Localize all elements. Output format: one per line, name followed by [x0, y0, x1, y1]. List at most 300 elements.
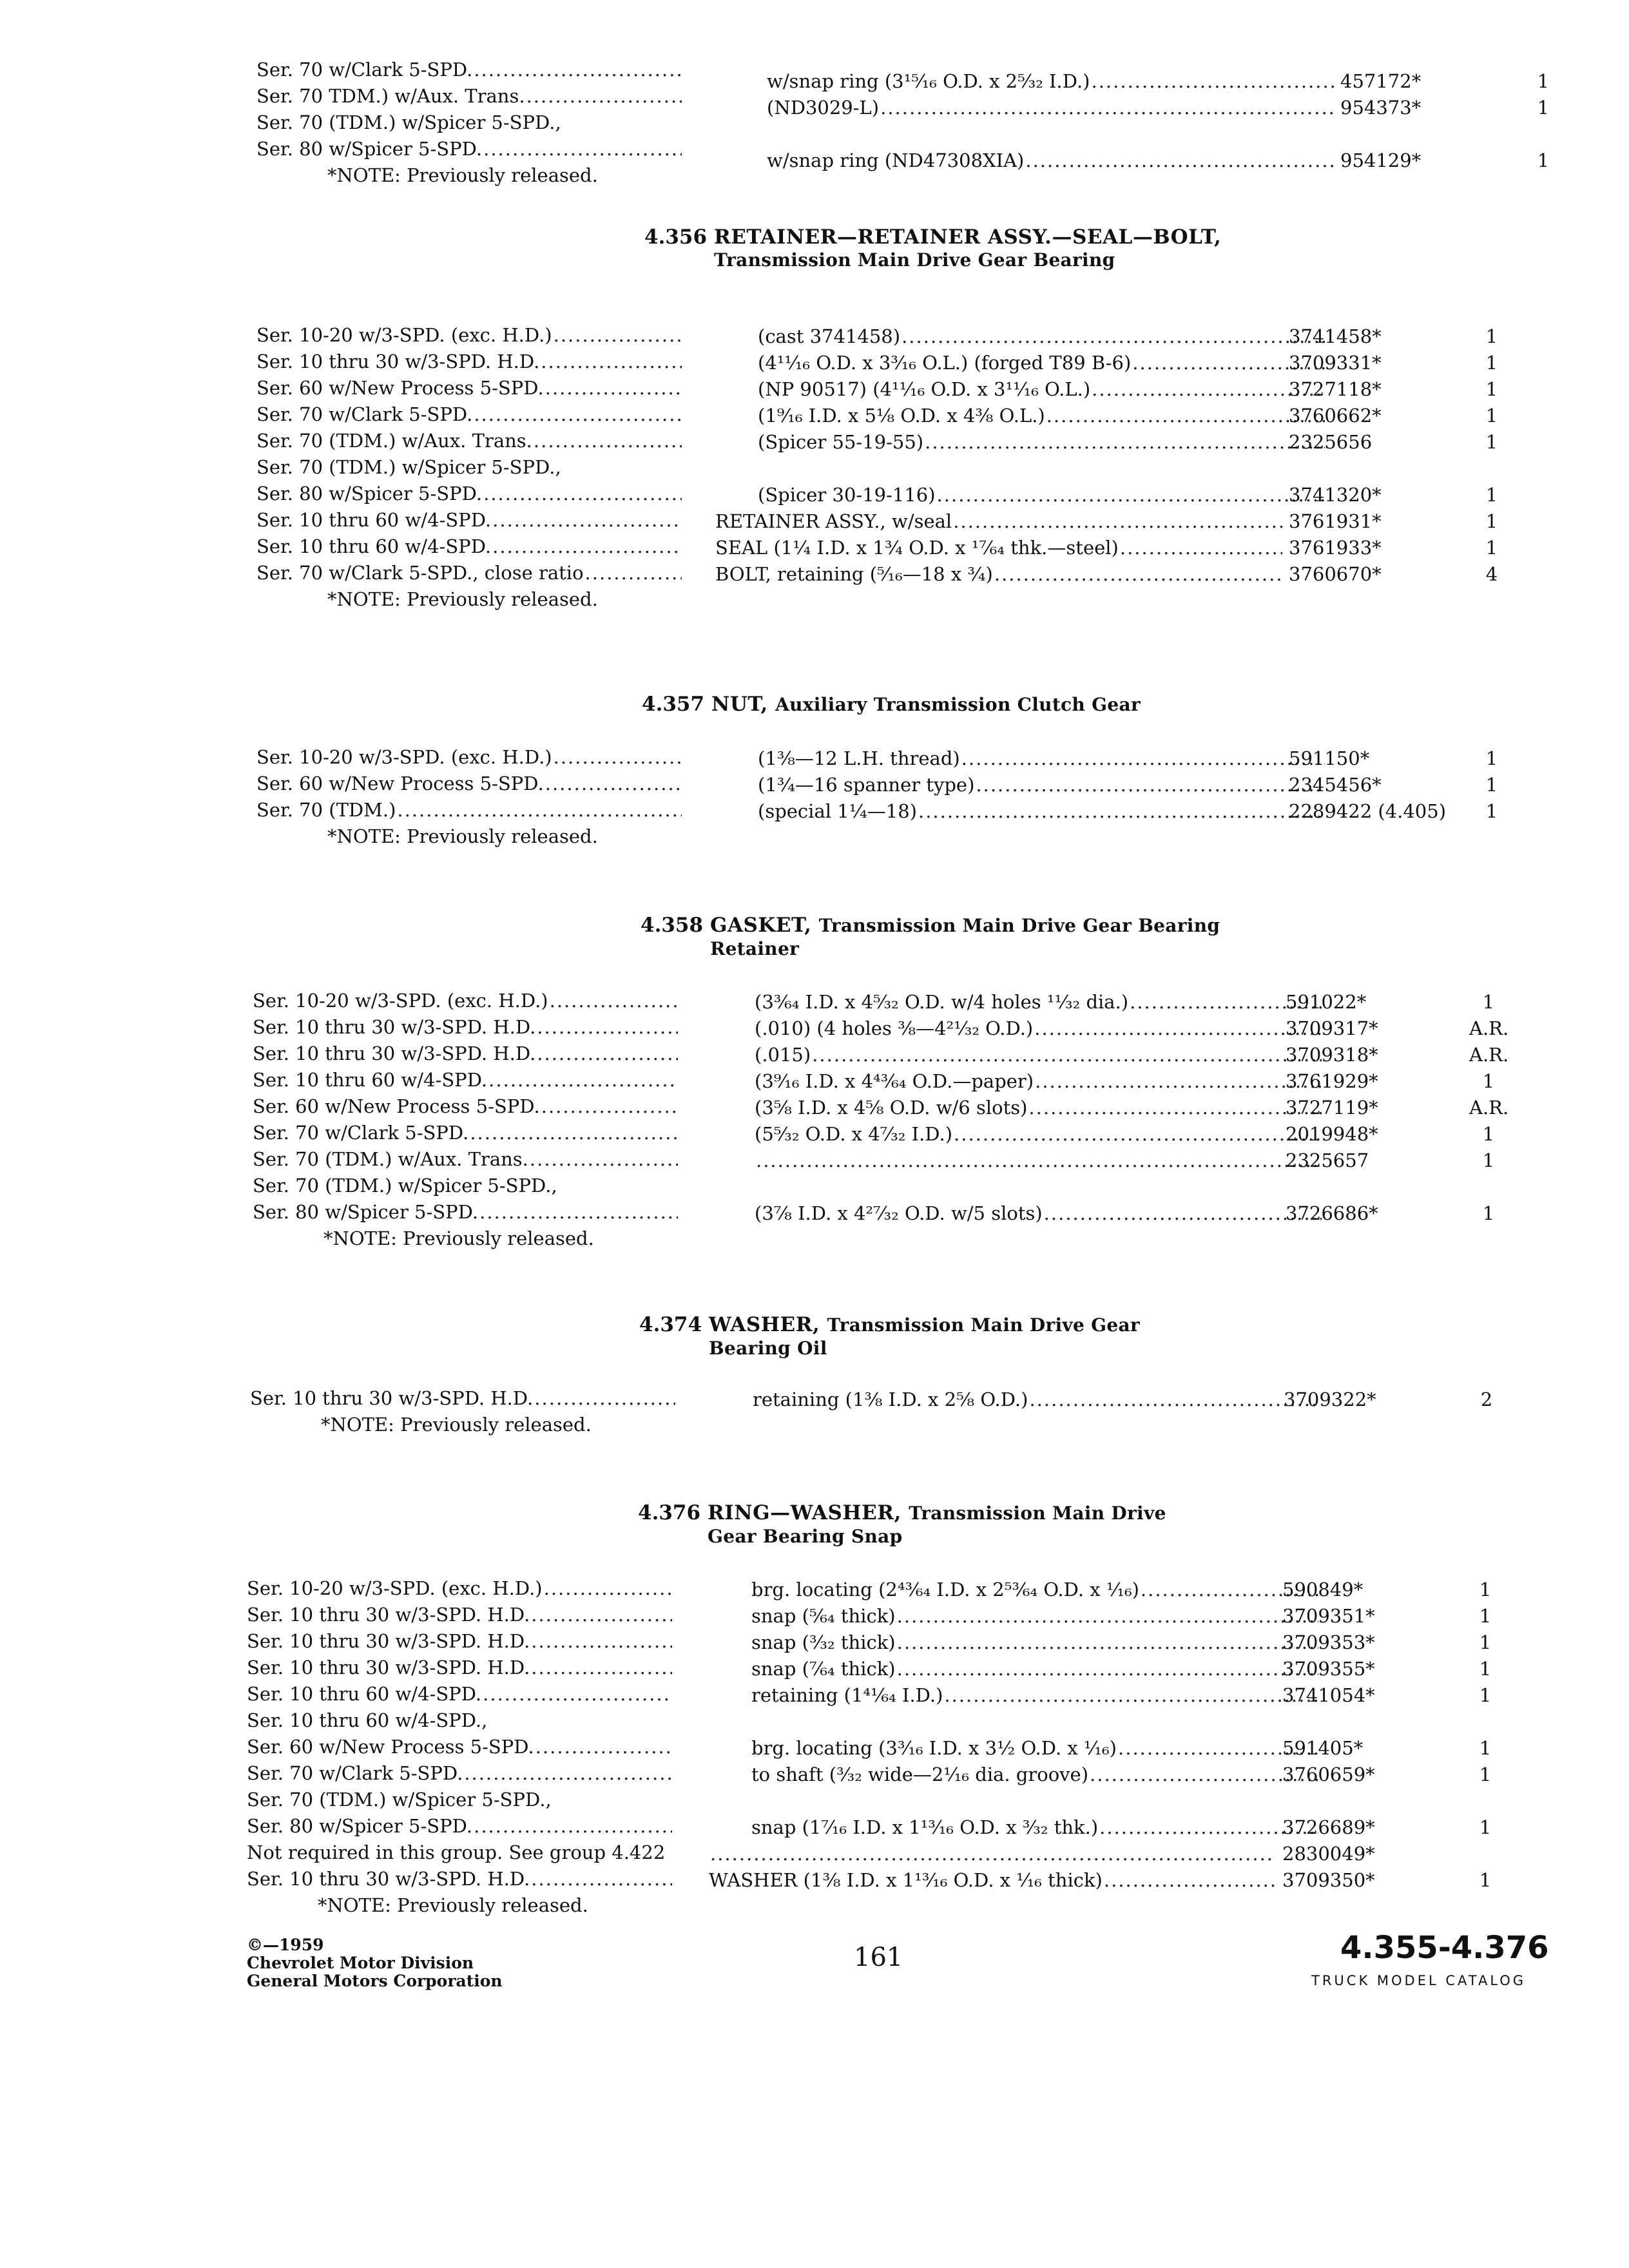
- dot-leader: [554, 744, 682, 771]
- description-text: (1³⁄₈—12 L.H. thread): [758, 747, 960, 769]
- dot-leader: [535, 1734, 672, 1760]
- dot-leader: [537, 1014, 678, 1041]
- quantity: 1: [1482, 1202, 1495, 1224]
- part-number: 3709322*: [1284, 1389, 1376, 1410]
- applicability-row: [256, 744, 682, 771]
- quantity: 1: [1479, 1684, 1492, 1706]
- applicability-row: [256, 454, 682, 481]
- applicability-text: Ser. 60 w/New Process 5-SPD.: [247, 1736, 534, 1758]
- applicability-row: [247, 1734, 672, 1760]
- note: *NOTE: Previously released.: [321, 1414, 592, 1436]
- description-text: w/snap ring (3¹⁵⁄₁₆ O.D. x 2⁵⁄₃₂ I.D.): [767, 70, 1090, 92]
- dot-leader: [492, 533, 682, 560]
- dot-leader: [918, 798, 1325, 825]
- dot-leader: [483, 136, 682, 162]
- description-text: (4¹¹⁄₁₆ O.D. x 3³⁄₁₆ O.L.) (forged T89 B-6): [758, 352, 1132, 374]
- dot-leader: [545, 375, 682, 401]
- dot-leader: [483, 481, 682, 507]
- top-left-list: [256, 57, 682, 189]
- applicability-text: Ser. 10 thru 30 w/3-SPD. H.D.: [247, 1604, 530, 1626]
- dot-leader: [897, 1629, 1318, 1656]
- part-number: 591150*: [1289, 747, 1370, 769]
- description-text: snap (⁷⁄₆₄ thick): [751, 1658, 896, 1680]
- quantity: 1: [1479, 1869, 1492, 1891]
- description-text: (Spicer 55-19-55): [758, 431, 924, 453]
- part-description: [715, 561, 1282, 588]
- copyright: ©—1959: [247, 1936, 324, 1954]
- part-number: 3709318*: [1286, 1044, 1378, 1066]
- dot-leader: [937, 482, 1325, 508]
- applicability-list: [250, 1385, 675, 1438]
- applicability-row: [256, 375, 682, 401]
- applicability-row: [247, 1602, 672, 1628]
- part-number: 590849*: [1282, 1579, 1364, 1600]
- part-description: [767, 148, 1334, 174]
- applicability-row: [256, 110, 682, 136]
- applicability-row: [256, 533, 682, 560]
- applicability-row: [247, 1575, 672, 1602]
- dot-leader: [474, 57, 682, 83]
- quantity: 1: [1485, 325, 1498, 347]
- note: *NOTE: Previously released.: [327, 588, 598, 610]
- applicability-text: Ser. 10 thru 30 w/3-SPD. H.D.: [250, 1387, 534, 1409]
- part-number: 3760659*: [1282, 1763, 1375, 1785]
- dot-leader: [397, 797, 682, 823]
- applicability-row: [253, 1146, 678, 1173]
- applicability-row: [253, 1173, 678, 1199]
- dot-leader: [1028, 1095, 1322, 1121]
- part-number: 457172*: [1340, 70, 1422, 92]
- part-number: 3727119*: [1286, 1097, 1378, 1119]
- applicability-list: [256, 322, 682, 613]
- part-description: [709, 1867, 1276, 1894]
- quantity: 1: [1485, 774, 1498, 796]
- applicability-row: [253, 1067, 678, 1093]
- quantity: 1: [1485, 510, 1498, 532]
- applicability-text: Ser. 70 w/Clark 5-SPD.: [253, 1122, 469, 1144]
- part-description: [709, 1603, 1318, 1629]
- quantity: 4: [1485, 563, 1498, 585]
- part-number: 954129*: [1340, 149, 1422, 171]
- quantity: 1: [1485, 537, 1498, 559]
- applicability-row: [256, 797, 682, 823]
- quantity: 2: [1480, 1389, 1493, 1410]
- description-text: (3⁹⁄₁₆ I.D. x 4⁴³⁄₆₄ O.D.—paper): [755, 1070, 1034, 1092]
- part-description: [712, 989, 1322, 1015]
- description-text: (Spicer 30-19-116): [758, 484, 936, 506]
- applicability-row: [256, 57, 682, 83]
- part-description: [709, 1577, 1318, 1603]
- group-title-sub2: Bearing Oil: [709, 1338, 827, 1359]
- applicability-text: Ser. 70 w/Clark 5-SPD.: [247, 1762, 463, 1784]
- dot-leader: [541, 349, 682, 375]
- part-description: [709, 1841, 1276, 1867]
- dot-leader: [526, 83, 682, 110]
- applicability-text: Ser. 10 thru 60 w/4-SPD.: [256, 509, 492, 531]
- note: *NOTE: Previously released.: [318, 1894, 588, 1916]
- part-description: [712, 1068, 1322, 1095]
- dot-leader: [531, 1655, 672, 1681]
- page-number: 161: [854, 1943, 903, 1972]
- applicability-row: [247, 1655, 672, 1681]
- applicability-text: Ser. 70 (TDM.) w/Aux. Trans.: [256, 430, 532, 452]
- part-description: [767, 95, 1334, 121]
- dot-leader: [544, 1575, 672, 1602]
- quantity: 1: [1479, 1763, 1492, 1785]
- part-description: [712, 1042, 1322, 1068]
- quantity: A.R.: [1469, 1097, 1509, 1119]
- applicability-row: [247, 1760, 672, 1787]
- quantity: 1: [1482, 991, 1495, 1013]
- description-text: brg. locating (3³⁄₁₆ I.D. x 3¹⁄₂ O.D. x ¹⁄₁₆): [751, 1737, 1117, 1759]
- quantity: 1: [1479, 1605, 1492, 1627]
- dot-leader: [1029, 1387, 1320, 1413]
- part-number: 2289422 (4.405): [1289, 800, 1447, 822]
- dot-leader: [585, 560, 682, 586]
- note: *NOTE: Previously released.: [327, 825, 598, 847]
- part-description: [715, 745, 1325, 772]
- quantity: 1: [1479, 1737, 1492, 1759]
- quantity: 1: [1482, 1123, 1495, 1145]
- dot-leader: [545, 771, 682, 797]
- applicability-list: [247, 1575, 672, 1919]
- division: Chevrolet Motor Division: [247, 1954, 474, 1972]
- part-number: 2325656: [1289, 431, 1373, 453]
- part-number: 591022*: [1286, 991, 1367, 1013]
- part-description: [767, 68, 1334, 95]
- dot-leader: [530, 1146, 678, 1173]
- description-text: (.010) (4 holes ³⁄₈—4²¹⁄₃₂ O.D.): [755, 1017, 1034, 1039]
- dot-leader: [470, 1120, 678, 1146]
- applicability-text: Ser. 70 TDM.) w/Aux. Trans.: [256, 85, 525, 107]
- applicability-row: [247, 1813, 672, 1840]
- applicability-text: Ser. 10-20 w/3-SPD. (exc. H.D.): [247, 1577, 543, 1599]
- group-title-line: [709, 1313, 1140, 1337]
- dot-leader: [897, 1656, 1318, 1682]
- applicability-text: Ser. 80 w/Spicer 5-SPD.: [256, 483, 483, 505]
- description-text: (3⁷⁄₈ I.D. x 4²⁷⁄₃₂ O.D. w/5 slots): [755, 1202, 1043, 1224]
- dot-leader: [976, 772, 1325, 798]
- group-title: [708, 1501, 1166, 1548]
- dot-leader: [1091, 68, 1334, 95]
- part-description: [715, 323, 1325, 350]
- part-description: [712, 1148, 1322, 1174]
- description-text: (3³⁄₆₄ I.D. x 4⁵⁄₃₂ O.D. w/4 holes ¹¹⁄₃₂ dia.): [755, 991, 1129, 1013]
- applicability-text: Ser. 10 thru 60 w/4-SPD.: [253, 1069, 488, 1091]
- part-description: [709, 1814, 1318, 1841]
- quantity: 1: [1479, 1579, 1492, 1600]
- part-description: [715, 772, 1325, 798]
- description-text: (1⁹⁄₁₆ I.D. x 5¹⁄₈ O.D. x 4³⁄₈ O.L.): [758, 405, 1045, 427]
- applicability-row: [256, 349, 682, 375]
- part-description: [715, 429, 1325, 456]
- part-description: [712, 1200, 1322, 1227]
- part-number: 3709355*: [1282, 1658, 1375, 1680]
- group-number: 4.376: [638, 1501, 701, 1524]
- part-description: [712, 1121, 1322, 1148]
- footer-publisher: [247, 1936, 503, 1990]
- dot-leader: [954, 1121, 1322, 1148]
- dot-leader: [541, 1093, 678, 1120]
- applicability-row: [253, 1120, 678, 1146]
- applicability-text: Ser. 10-20 w/3-SPD. (exc. H.D.): [256, 324, 552, 346]
- part-number: 954373*: [1340, 97, 1422, 119]
- part-number: 2345456*: [1289, 774, 1382, 796]
- dot-leader: [953, 508, 1282, 535]
- part-description: [710, 1387, 1320, 1413]
- description-text: (special 1¹⁄₄—18): [758, 800, 917, 822]
- applicability-row: [256, 771, 682, 797]
- part-number: 3761933*: [1289, 537, 1382, 559]
- applicability-text: Not required in this group. See group 4.422: [247, 1841, 666, 1863]
- quantity: 1: [1485, 352, 1498, 374]
- group-title-sub2: Retainer: [710, 938, 800, 959]
- group-title: [714, 226, 1221, 272]
- description-text: retaining (1³⁄₈ I.D. x 2⁵⁄₈ O.D.): [753, 1389, 1028, 1410]
- group-title-sub: Transmission Main Drive Gear Bearing: [818, 915, 1220, 936]
- applicability-text: Ser. 80 w/Spicer 5-SPD.: [253, 1201, 479, 1223]
- description-text: retaining (1⁴¹⁄₆₄ I.D.): [751, 1684, 943, 1706]
- dot-leader: [474, 1813, 672, 1840]
- group-title-line: [708, 1501, 1166, 1525]
- dot-leader: [531, 1628, 672, 1655]
- dot-leader: [531, 1866, 672, 1892]
- applicability-text: Ser. 10 thru 60 w/4-SPD.: [247, 1683, 482, 1705]
- quantity: 1: [1537, 70, 1550, 92]
- applicability-text: Ser. 70 w/Clark 5-SPD.: [256, 403, 473, 425]
- group-title-sub: Transmission Main Drive Gear: [827, 1314, 1140, 1336]
- dot-leader: [554, 322, 682, 349]
- note: *NOTE: Previously released.: [323, 1227, 594, 1249]
- dot-leader: [1104, 1867, 1276, 1894]
- part-description: [709, 1762, 1318, 1788]
- applicability-text: Ser. 60 w/New Process 5-SPD.: [256, 773, 544, 794]
- dot-leader: [925, 429, 1325, 456]
- applicability-row: [256, 481, 682, 507]
- applicability-row: [250, 1385, 675, 1412]
- catalog-name: TRUCK MODEL CATALOG: [1311, 1973, 1527, 1988]
- applicability-row: [247, 1840, 672, 1866]
- description-text: w/snap ring (ND47308XIA): [767, 149, 1025, 171]
- applicability-text: Ser. 10 thru 30 w/3-SPD. H.D.: [253, 1043, 536, 1064]
- applicability-row: [256, 507, 682, 533]
- part-number: 3709331*: [1289, 352, 1382, 374]
- description-text: (NP 90517) (4¹¹⁄₁₆ O.D. x 3¹¹⁄₁₆ O.L.): [758, 378, 1091, 400]
- group-number: 4.356: [644, 226, 708, 249]
- part-description: [712, 1095, 1322, 1121]
- description-text: snap (1⁷⁄₁₆ I.D. x 1¹³⁄₁₆ O.D. x ³⁄₃₂ thk.): [751, 1816, 1099, 1838]
- applicability-text: Ser. 60 w/New Process 5-SPD.: [253, 1095, 540, 1117]
- applicability-text: Ser. 70 (TDM.) w/Aux. Trans.: [253, 1148, 528, 1170]
- applicability-text: Ser. 10 thru 30 w/3-SPD. H.D.: [247, 1630, 530, 1652]
- applicability-text: Ser. 70 w/Clark 5-SPD., close ratio: [256, 562, 584, 584]
- dot-leader: [534, 1385, 675, 1412]
- quantity: 1: [1485, 405, 1498, 427]
- dot-leader: [1120, 535, 1282, 561]
- quantity: 1: [1479, 1816, 1492, 1838]
- part-number: 2019948*: [1286, 1123, 1378, 1145]
- applicability-row: [247, 1866, 672, 1892]
- part-number: 3761929*: [1286, 1070, 1378, 1092]
- part-description: [709, 1629, 1318, 1656]
- applicability-text: Ser. 10 thru 60 w/4-SPD.,: [247, 1709, 488, 1731]
- dot-leader: [897, 1603, 1318, 1629]
- description-text: snap (³⁄₃₂ thick): [751, 1631, 896, 1653]
- group-title: [709, 1313, 1140, 1360]
- dot-leader: [488, 1067, 678, 1093]
- applicability-row: [253, 1093, 678, 1120]
- dot-leader: [483, 1681, 672, 1707]
- dot-leader: [531, 1602, 672, 1628]
- dot-leader: [1034, 1015, 1322, 1042]
- group-title-sub: Auxiliary Transmission Clutch Gear: [775, 694, 1141, 715]
- applicability-row: [256, 560, 682, 586]
- part-description: [715, 350, 1325, 376]
- description-text: (cast 3741458): [758, 325, 901, 347]
- description-text: WASHER (1³⁄₈ I.D. x 1¹³⁄₁₆ O.D. x ¹⁄₁₆ thick): [709, 1869, 1103, 1891]
- dot-leader: [710, 1841, 1276, 1867]
- dot-leader: [880, 95, 1334, 121]
- group-title: [711, 693, 1141, 716]
- part-description: [715, 508, 1282, 535]
- dot-leader: [464, 1760, 672, 1787]
- part-description: [709, 1682, 1318, 1709]
- description-text: (5⁵⁄₃₂ O.D. x 4⁷⁄₃₂ I.D.): [755, 1123, 953, 1145]
- applicability-text: Ser. 10 thru 30 w/3-SPD. H.D.: [247, 1868, 530, 1890]
- dot-leader: [812, 1042, 1322, 1068]
- quantity: 1: [1485, 800, 1498, 822]
- group-title: [710, 914, 1220, 961]
- description-text: (3⁵⁄₈ I.D. x 4⁵⁄₈ O.D. w/6 slots): [755, 1097, 1028, 1119]
- quantity: 1: [1485, 747, 1498, 769]
- quantity: 1: [1537, 149, 1550, 171]
- description-text: (ND3029-L): [767, 97, 880, 119]
- group-title-main: GASKET,: [710, 914, 819, 937]
- group-title-line: [710, 914, 1220, 937]
- part-description: [709, 1656, 1318, 1682]
- part-number: 3726686*: [1286, 1202, 1378, 1224]
- part-number: 2325657: [1286, 1149, 1369, 1171]
- applicability-row: [253, 1014, 678, 1041]
- applicability-row: [247, 1707, 672, 1734]
- quantity: 1: [1479, 1631, 1492, 1653]
- applicability-text: Ser. 10 thru 60 w/4-SPD.: [256, 535, 492, 557]
- part-number: 3741320*: [1289, 484, 1382, 506]
- dot-leader: [492, 507, 682, 533]
- quantity: A.R.: [1469, 1044, 1509, 1066]
- quantity: 1: [1485, 431, 1498, 453]
- part-description: [712, 1015, 1322, 1042]
- group-title-sub: Transmission Main Drive Gear Bearing: [714, 249, 1115, 271]
- part-number: 3741458*: [1289, 325, 1382, 347]
- applicability-text: Ser. 70 w/Clark 5-SPD.: [256, 59, 473, 81]
- group-number: 4.374: [639, 1313, 702, 1336]
- group-title-main: NUT,: [711, 693, 776, 716]
- part-number: 3727118*: [1289, 378, 1382, 400]
- dot-leader: [994, 561, 1282, 588]
- group-title-main: RETAINER—RETAINER ASSY.—SEAL—BOLT,: [714, 226, 1222, 249]
- applicability-row: [253, 988, 678, 1014]
- dot-leader: [1046, 403, 1325, 429]
- dot-leader: [534, 428, 682, 454]
- group-title-sub: Transmission Main Drive: [909, 1503, 1166, 1524]
- description-text: to shaft (³⁄₃₂ wide—2¹⁄₁₆ dia. groove): [751, 1763, 1089, 1785]
- group-title-line: [714, 226, 1221, 249]
- description-text: (1³⁄₄—16 spanner type): [758, 774, 975, 796]
- applicability-text: Ser. 10 thru 30 w/3-SPD. H.D.: [253, 1016, 536, 1038]
- applicability-row: [247, 1628, 672, 1655]
- part-description: [715, 482, 1325, 508]
- applicability-text: Ser. 80 w/Spicer 5-SPD.: [256, 138, 483, 160]
- part-number: 3726689*: [1282, 1816, 1375, 1838]
- part-description: [715, 403, 1325, 429]
- description-text: (.015): [755, 1044, 811, 1066]
- group-number: 4.358: [641, 914, 704, 937]
- quantity: 1: [1485, 484, 1498, 506]
- quantity: 1: [1479, 1658, 1492, 1680]
- applicability-text: Ser. 60 w/New Process 5-SPD.: [256, 377, 544, 399]
- applicability-text: Ser. 70 (TDM.) w/Spicer 5-SPD.,: [256, 111, 561, 133]
- applicability-row: [256, 83, 682, 110]
- part-number: 3709317*: [1286, 1017, 1378, 1039]
- description-text: RETAINER ASSY., w/seal: [715, 510, 952, 532]
- group-title-sub2: Gear Bearing Snap: [708, 1526, 903, 1547]
- dot-leader: [474, 401, 682, 428]
- part-description: [715, 798, 1325, 825]
- applicability-text: Ser. 70 (TDM.) w/Spicer 5-SPD.,: [256, 456, 561, 478]
- description-text: snap (⁵⁄₆₄ thick): [751, 1605, 896, 1627]
- dot-leader: [1035, 1068, 1322, 1095]
- group-range: 4.355-4.376: [1340, 1930, 1549, 1966]
- applicability-text: Ser. 10-20 w/3-SPD. (exc. H.D.): [253, 990, 548, 1012]
- applicability-list: [256, 744, 682, 850]
- applicability-row: [247, 1681, 672, 1707]
- applicability-text: Ser. 10-20 w/3-SPD. (exc. H.D.): [256, 746, 552, 768]
- dot-leader: [756, 1148, 1322, 1174]
- applicability-text: Ser. 70 (TDM.): [256, 799, 396, 821]
- group-title-main: RING—WASHER,: [708, 1501, 909, 1524]
- applicability-row: [256, 428, 682, 454]
- quantity: A.R.: [1469, 1017, 1509, 1039]
- applicability-text: Ser. 10 thru 30 w/3-SPD. H.D.: [256, 351, 540, 372]
- applicability-text: Ser. 70 (TDM.) w/Spicer 5-SPD.,: [247, 1789, 552, 1811]
- part-description: [715, 376, 1325, 403]
- dot-leader: [537, 1041, 678, 1067]
- dot-leader: [1025, 148, 1334, 174]
- applicability-text: Ser. 70 (TDM.) w/Spicer 5-SPD.,: [253, 1175, 557, 1196]
- dot-leader: [479, 1199, 678, 1225]
- description-text: BOLT, retaining (⁵⁄₁₆—18 x ³⁄₄): [715, 563, 993, 585]
- description-text: SEAL (1¹⁄₄ I.D. x 1³⁄₄ O.D. x ¹⁷⁄₆₄ thk.—steel): [715, 537, 1119, 559]
- group-number: 4.357: [642, 693, 705, 716]
- part-number: 3760670*: [1289, 563, 1382, 585]
- dot-leader: [961, 745, 1325, 772]
- dot-leader: [550, 988, 678, 1014]
- part-number: 591405*: [1282, 1737, 1364, 1759]
- part-number: 3709351*: [1282, 1605, 1375, 1627]
- dot-leader: [901, 323, 1325, 350]
- part-number: 3761931*: [1289, 510, 1382, 532]
- part-number: 3709350*: [1282, 1869, 1375, 1891]
- group-title-main: WASHER,: [709, 1313, 827, 1336]
- note: *NOTE: Previously released.: [327, 164, 598, 186]
- part-number: 2830049*: [1282, 1843, 1375, 1865]
- applicability-row: [247, 1787, 672, 1813]
- part-number: 3709353*: [1282, 1631, 1375, 1653]
- applicability-text: Ser. 80 w/Spicer 5-SPD.: [247, 1815, 473, 1837]
- dot-leader: [944, 1682, 1318, 1709]
- part-description: [715, 535, 1282, 561]
